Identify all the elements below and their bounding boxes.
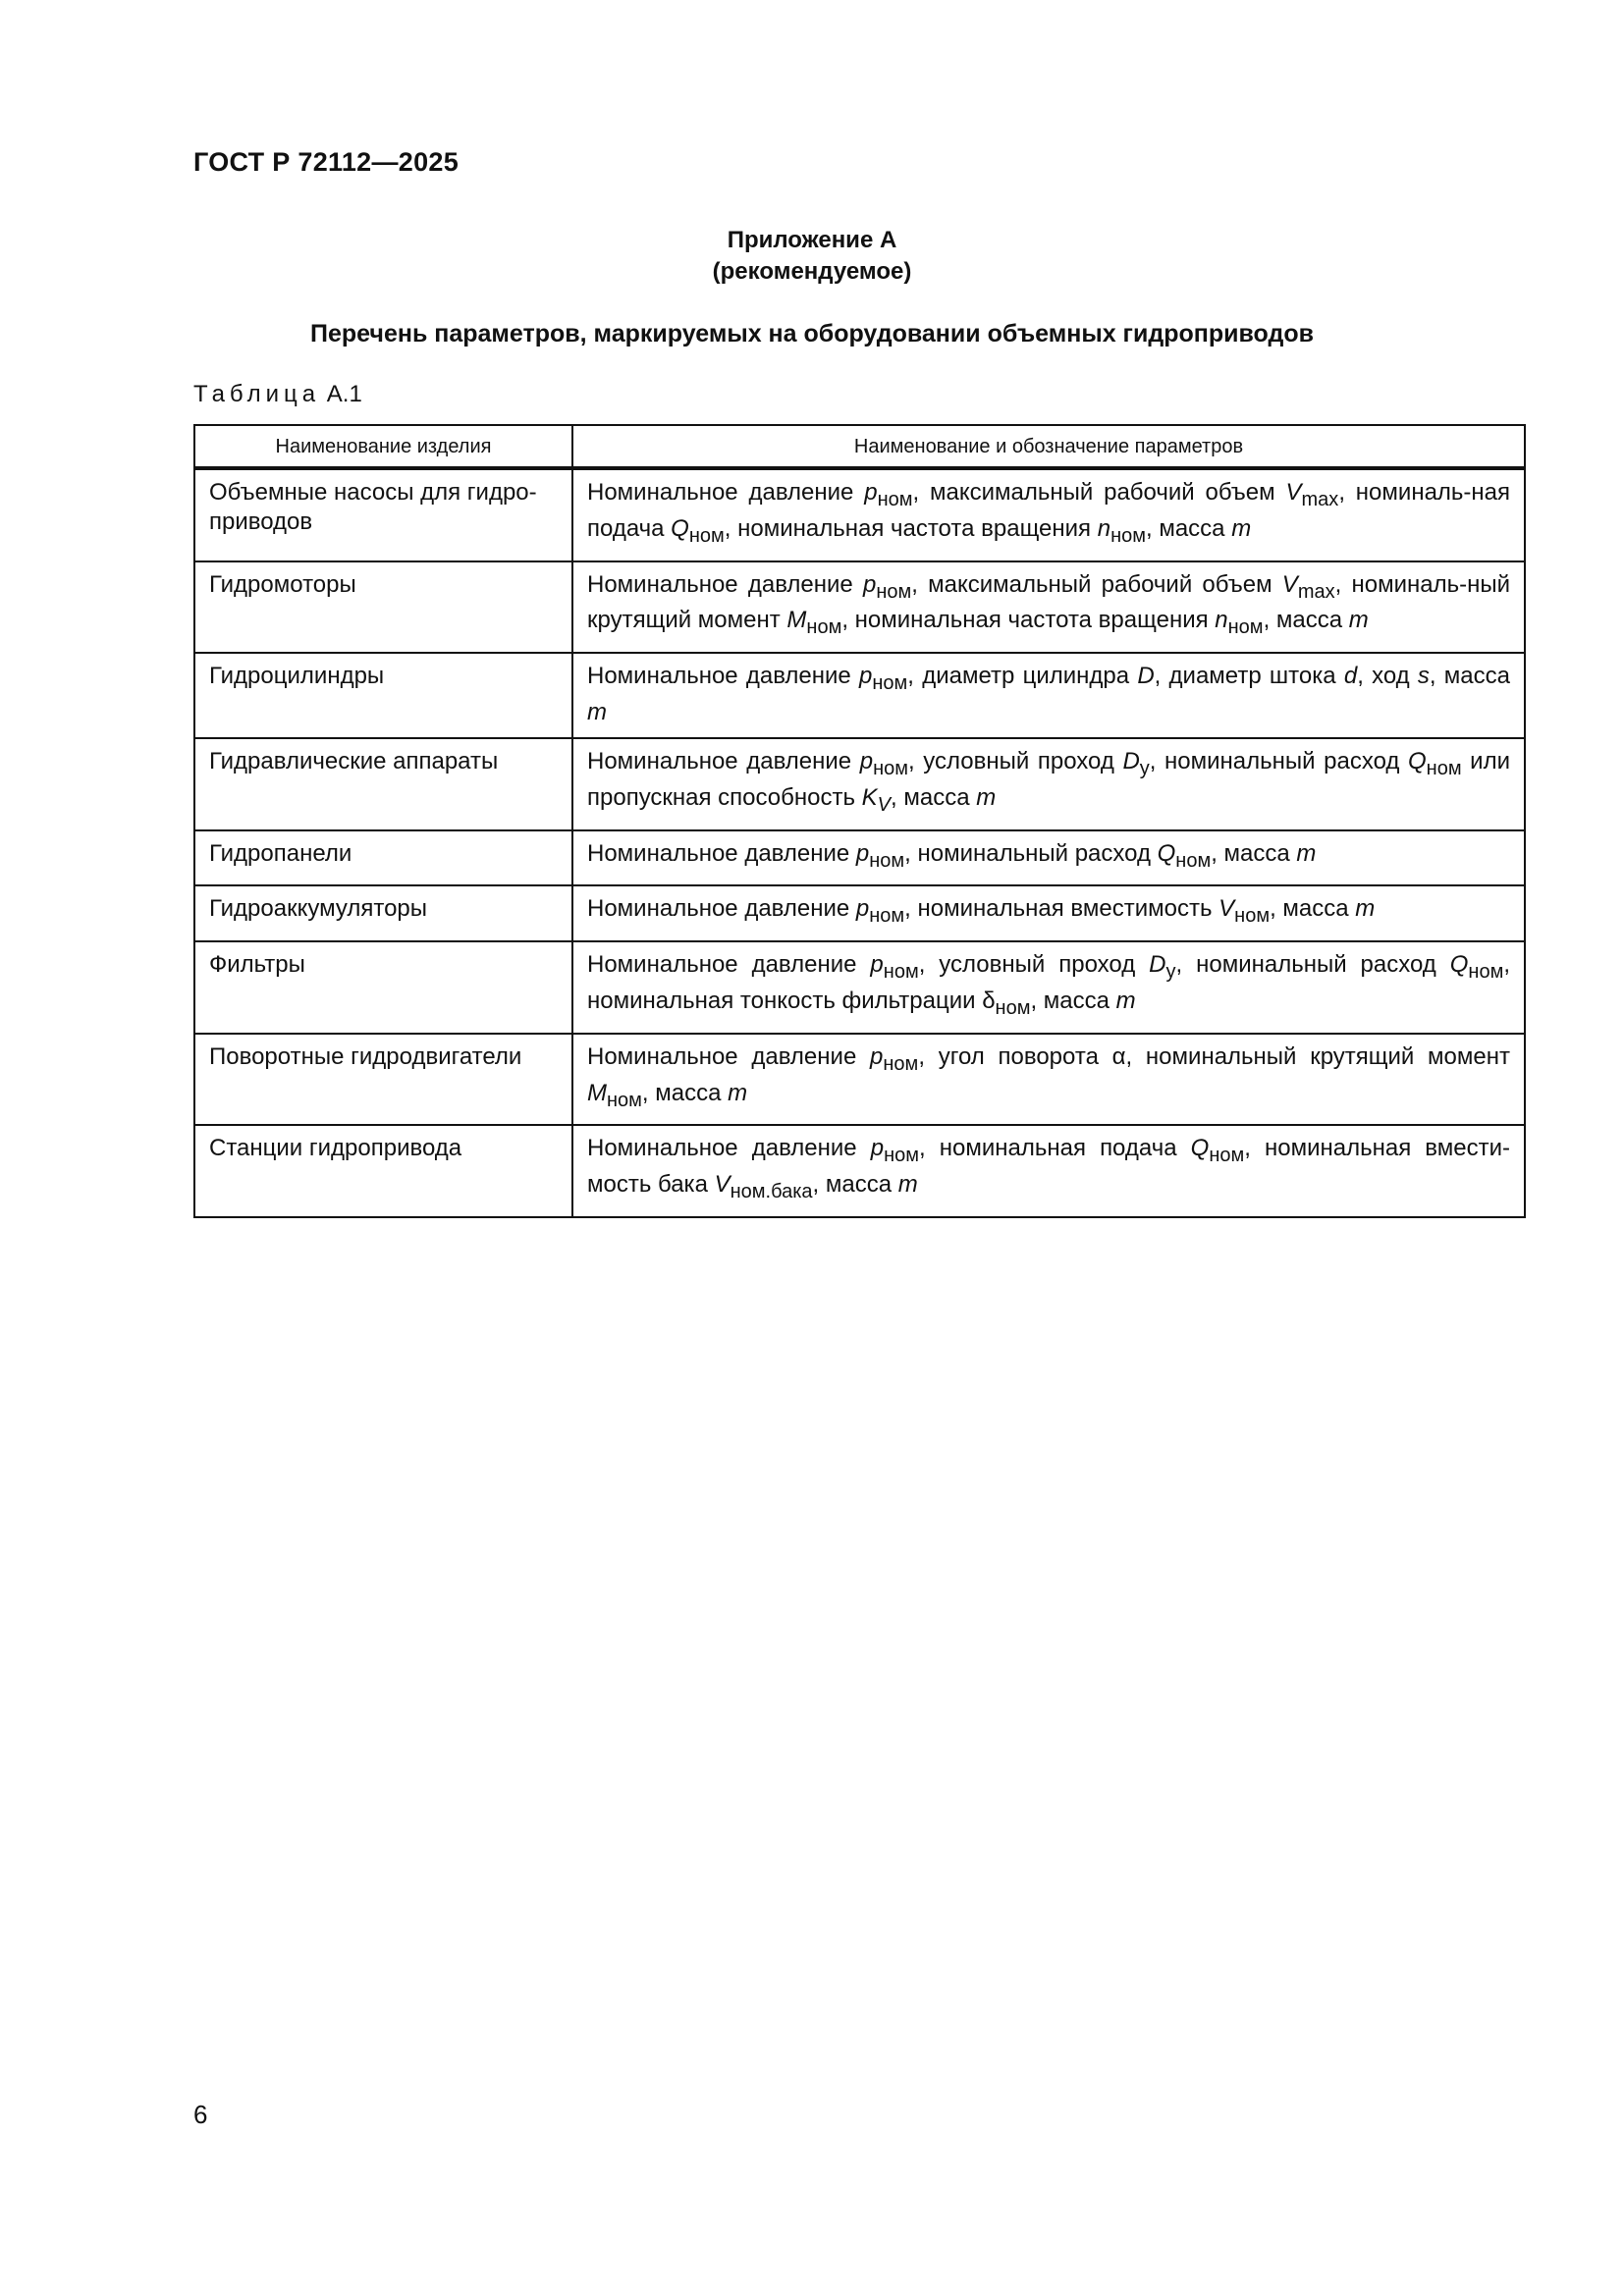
table-row xyxy=(194,738,1525,830)
parameters-cell: Номинальное давление $p_{ном}$, угол поворота α, номинальный крутящий момент $M_{ном}$, масса m xyxy=(572,1034,1525,1126)
parameters-cell: Номинальное давление $p_{ном}$, диаметр цилиндра D, диаметр штока d, ход s, масса m xyxy=(572,653,1525,738)
annex-heading: Перечень параметров, маркируемых на оборудовании объемных гидроприводов xyxy=(310,320,1314,347)
table-row xyxy=(194,941,1525,1034)
column-header-parameters: Наименование и обозначение параметров xyxy=(572,425,1525,468)
page-number: 6 xyxy=(193,2100,208,2129)
table-row xyxy=(194,830,1525,886)
table-label xyxy=(193,381,362,408)
table-row xyxy=(194,561,1525,654)
table-label-word: Таблица xyxy=(193,381,321,407)
parameters-cell: Номинальное давление $p_{ном}$, условный проход $D_у$, номинальный расход $Q_{ном}$, номинальная тонкость фильтрации $\delta_{ном}$, масса m xyxy=(572,941,1525,1034)
table-row xyxy=(194,468,1525,561)
product-name-cell: Гидроцилиндры xyxy=(194,653,572,738)
table-body xyxy=(194,468,1525,1217)
table-label-number: А.1 xyxy=(326,381,362,407)
product-name-cell: Объемные насосы для гидро-приводов xyxy=(194,468,572,561)
table-header-row xyxy=(194,425,1525,468)
table-row xyxy=(194,885,1525,941)
product-name-cell: Гидромоторы xyxy=(194,561,572,654)
table-row xyxy=(194,1125,1525,1217)
parameters-cell: Номинальное давление $p_{ном}$, номинальная подача $Q_{ном}$, номинальная вмести-мость бака $V_{ном.бака}$, масса m xyxy=(572,1125,1525,1217)
product-name-cell: Поворотные гидродвигатели xyxy=(194,1034,572,1126)
table-row xyxy=(194,1034,1525,1126)
annex-status: (рекомендуемое) xyxy=(712,258,912,285)
product-name-cell: Гидроаккумуляторы xyxy=(194,885,572,941)
product-name-cell: Фильтры xyxy=(194,941,572,1034)
parameters-cell: Номинальное давление $p_{ном}$, максимальный рабочий объем $V_{max}$, номиналь-ный крутящий момент $M_{ном}$, номинальная частота вращения $n_{ном}$, масса m xyxy=(572,561,1525,654)
document-code: ГОСТ Р 72112—2025 xyxy=(193,147,460,177)
product-name-cell: Станции гидропривода xyxy=(194,1125,572,1217)
column-header-product: Наименование изделия xyxy=(194,425,572,468)
table-row xyxy=(194,653,1525,738)
product-name-cell: Гидропанели xyxy=(194,830,572,886)
parameters-table xyxy=(193,424,1526,1218)
product-name-cell: Гидравлические аппараты xyxy=(194,738,572,830)
parameters-cell: Номинальное давление $p_{ном}$, номинальный расход $Q_{ном}$, масса m xyxy=(572,830,1525,886)
annex-title: Приложение А xyxy=(727,227,897,253)
parameters-cell: Номинальное давление $p_{ном}$, условный проход $D_у$, номинальный расход $Q_{ном}$ или пропускная способность $K_V$, масса m xyxy=(572,738,1525,830)
parameters-cell: Номинальное давление $p_{ном}$, максимальный рабочий объем $V_{max}$, номиналь-ная подача $Q_{ном}$, номинальная частота вращения $n_{ном}$, масса m xyxy=(572,468,1525,561)
parameters-cell: Номинальное давление $p_{ном}$, номинальная вместимость $V_{ном}$, масса m xyxy=(572,885,1525,941)
